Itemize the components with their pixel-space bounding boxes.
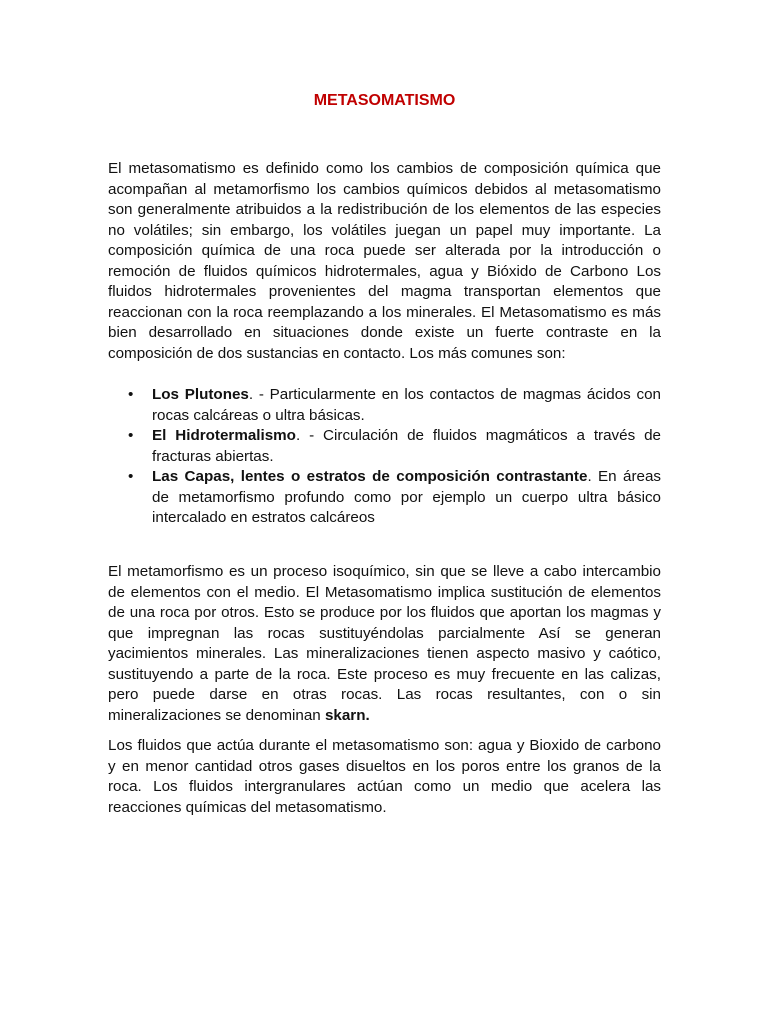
paragraph-term-skarn: skarn. xyxy=(324,706,370,724)
document-title: METASOMATISMO xyxy=(313,92,456,109)
bullet-term: Las Capas, lentes o estratos de composición contrastante xyxy=(152,468,588,485)
bullet-list xyxy=(108,385,661,529)
bullet-icon: • xyxy=(128,427,134,444)
bullet-item-capas xyxy=(108,467,661,529)
bullet-term: El Hidrotermalismo xyxy=(152,427,296,444)
bullet-text: . - Particularmente en los contactos de magmas ácidos con rocas calcáreas o ultra básicas. xyxy=(152,386,661,424)
bullet-term: Los Plutones xyxy=(152,386,249,403)
bullet-text: . En áreas de metamorfismo profundo como por ejemplo un cuerpo ultra básico intercalado en estratos calcáreos xyxy=(152,468,662,526)
bullet-item-plutones xyxy=(108,385,661,426)
bullet-item-hidrotermalismo xyxy=(108,426,661,467)
paragraph-metamorfismo xyxy=(108,562,661,726)
bullet-text: . - Circulación de fluidos magmáticos a través de fracturas abiertas. xyxy=(152,427,661,465)
bullet-icon: • xyxy=(128,386,134,403)
paragraph-definition: El metasomatismo es definido como los cambios de composición química que acompañan al metamorfismo los cambios químicos debidos al metasomatismo son generalmente atribuidos a la redistribución de los elementos de las especies no volátiles; sin embargo, los volátiles juegan un papel muy importante. La composición química de una roca puede ser alterada por la introducción o remoción de fluidos químicos hidrotermales, agua y Bióxido de Carbono Los fluidos hidrotermales provenientes del magma transportan elementos que reaccionan con la roca reemplazando a los minerales. El Metasomatismo es más bien desarrollado en situaciones donde existe un fuerte contraste en la composición de dos sustancias en contacto. Los más comunes son: xyxy=(108,160,661,362)
paragraph-fluidos: Los fluidos que actúa durante el metasomatismo son: agua y Bioxido de carbono y en menor cantidad otros gases disueltos en los poros entre los granos de la roca. Los fluidos intergranulares actúan como un medio que acelera las reacciones químicas del metasomatismo. xyxy=(108,737,661,816)
paragraph-text: El metamorfismo es un proceso isoquímico, sin que se lleve a cabo intercambio de elementos con el medio. El Metasomatismo implica sustitución de elementos de una roca por otros. Esto se produce por los fluidos que aportan los magmas y que impregnan las rocas sustituyéndolas parcialmente Así se generan yacimientos minerales. Las mineralizaciones tienen aspecto masivo y caótico, sustituyendo a parte de la roca. Este proceso es muy frecuente en las calizas, pero puede darse en otras rocas. Las rocas resultantes, con o sin mineralizaciones se denominan xyxy=(108,563,661,724)
bullet-icon: • xyxy=(128,468,134,485)
